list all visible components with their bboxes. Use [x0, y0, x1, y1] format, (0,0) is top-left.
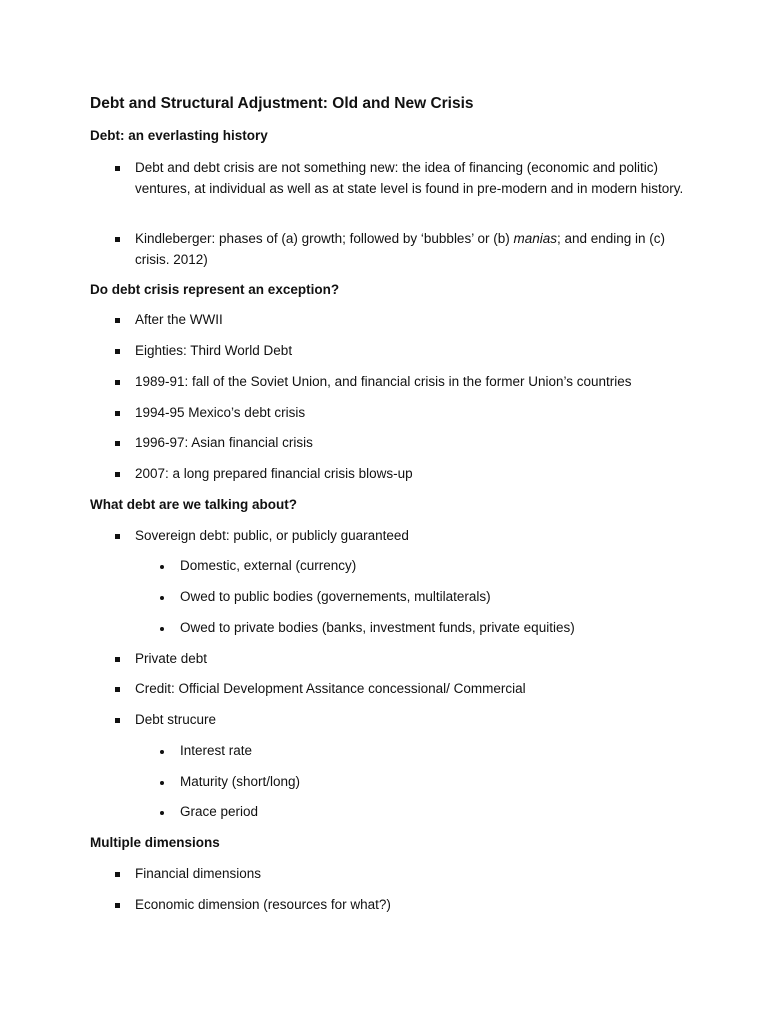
- sub-list-item: Grace period: [180, 804, 259, 819]
- list-item: 1996-97: Asian financial crisis: [135, 435, 313, 450]
- square-bullet-icon: [115, 687, 120, 692]
- sub-list-item: Maturity (short/long): [180, 774, 301, 789]
- list-item-italic-text: manias: [513, 231, 557, 246]
- list-item: Economic dimension (resources for what?): [135, 897, 391, 912]
- square-bullet-icon: [115, 872, 120, 877]
- list-item: Private debt: [135, 651, 208, 666]
- list-item: Sovereign debt: public, or publicly guaranteed: [135, 528, 409, 543]
- sub-list-item: Domestic, external (currency): [180, 558, 357, 573]
- square-bullet-icon: [115, 237, 120, 242]
- list-item: After the WWII: [135, 312, 223, 327]
- square-bullet-icon: [115, 166, 120, 171]
- round-bullet-icon: [160, 750, 164, 754]
- sub-list-item: Owed to public bodies (governements, multilaterals): [180, 589, 491, 604]
- list-item-text: ; and ending in (c) crisis. 2012): [135, 231, 666, 267]
- square-bullet-icon: [115, 903, 120, 908]
- square-bullet-icon: [115, 534, 120, 539]
- list-item: Debt and debt crisis are not something new: the idea of financing (economic and politic) ventures, at individual as well as at state level is found in pre-modern and in modern history.: [135, 160, 684, 196]
- square-bullet-icon: [115, 349, 120, 354]
- list-item: Eighties: Third World Debt: [135, 343, 293, 358]
- sub-list-item: Interest rate: [180, 743, 253, 758]
- section-heading-history: Debt: an everlasting history: [90, 128, 268, 143]
- section-heading-exception: Do debt crisis represent an exception?: [90, 282, 340, 297]
- round-bullet-icon: [160, 811, 164, 815]
- round-bullet-icon: [160, 596, 164, 600]
- list-item: 1994-95 Mexico’s debt crisis: [135, 405, 306, 420]
- square-bullet-icon: [115, 472, 120, 477]
- square-bullet-icon: [115, 411, 120, 416]
- square-bullet-icon: [115, 318, 120, 323]
- list-item: 1989-91: fall of the Soviet Union, and financial crisis in the former Union’s countries: [135, 374, 632, 389]
- round-bullet-icon: [160, 781, 164, 785]
- list-item: Debt strucure: [135, 712, 217, 727]
- square-bullet-icon: [115, 441, 120, 446]
- list-item: 2007: a long prepared financial crisis blows-up: [135, 466, 413, 481]
- list-item-text: Kindleberger: phases of (a) growth; followed by ‘bubbles’ or (b): [135, 231, 514, 246]
- round-bullet-icon: [160, 627, 164, 631]
- sub-list-item: Owed to private bodies (banks, investment funds, private equities): [180, 620, 575, 635]
- section-heading-dimensions: Multiple dimensions: [90, 835, 220, 850]
- list-item: [135, 229, 695, 270]
- round-bullet-icon: [160, 565, 164, 569]
- section-heading-debt-types: What debt are we talking about?: [90, 497, 298, 512]
- document-title: Debt and Structural Adjustment: Old and New Crisis: [90, 95, 474, 112]
- list-item: Credit: Official Development Assitance concessional/ Commercial: [135, 681, 526, 696]
- square-bullet-icon: [115, 380, 120, 385]
- square-bullet-icon: [115, 657, 120, 662]
- list-item: Financial dimensions: [135, 866, 262, 881]
- square-bullet-icon: [115, 718, 120, 723]
